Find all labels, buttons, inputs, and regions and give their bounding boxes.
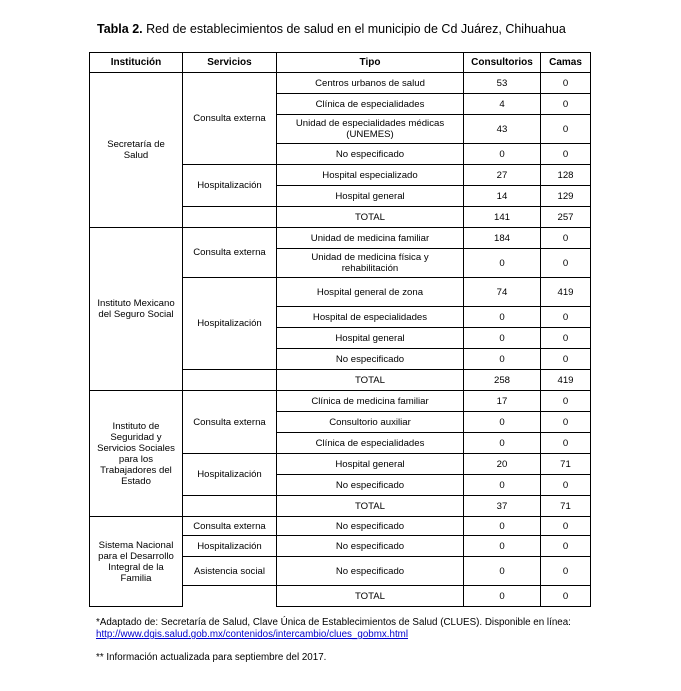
tipo-cell: Hospital de especialidades xyxy=(277,307,464,328)
camas-cell: 0 xyxy=(541,307,591,328)
camas-cell: 0 xyxy=(541,228,591,249)
header-camas: Camas xyxy=(541,53,591,73)
camas-cell: 0 xyxy=(541,412,591,433)
empty-cell xyxy=(183,586,277,607)
health-facilities-table xyxy=(89,52,591,607)
empty-cell xyxy=(183,207,277,228)
table-row xyxy=(90,73,591,94)
tipo-cell: No especificado xyxy=(277,475,464,496)
service-cell: Hospitalización xyxy=(183,536,277,557)
camas-cell: 0 xyxy=(541,557,591,586)
camas-cell: 0 xyxy=(541,349,591,370)
tipo-cell: Centros urbanos de salud xyxy=(277,73,464,94)
tipo-cell: Hospital general xyxy=(277,454,464,475)
consultorios-cell: 0 xyxy=(464,412,541,433)
service-cell: Hospitalización xyxy=(183,278,277,370)
consultorios-cell: 0 xyxy=(464,307,541,328)
tipo-cell: Hospital especializado xyxy=(277,165,464,186)
table-row xyxy=(90,517,591,536)
service-cell: Consulta externa xyxy=(183,391,277,454)
institution-cell: Secretaría de Salud xyxy=(90,73,183,228)
camas-cell: 71 xyxy=(541,454,591,475)
consultorios-cell: 20 xyxy=(464,454,541,475)
consultorios-cell: 74 xyxy=(464,278,541,307)
institution-cell: Sistema Nacional para el Desarrollo Integral de la Familia xyxy=(90,517,183,607)
service-cell: Consulta externa xyxy=(183,517,277,536)
total-camas: 419 xyxy=(541,370,591,391)
consultorios-cell: 43 xyxy=(464,115,541,144)
service-cell: Hospitalización xyxy=(183,454,277,496)
table-notes xyxy=(96,617,602,664)
camas-cell: 0 xyxy=(541,433,591,454)
institution-cell: Instituto Mexicano del Seguro Social xyxy=(90,228,183,391)
consultorios-cell: 53 xyxy=(464,73,541,94)
camas-cell: 0 xyxy=(541,328,591,349)
tipo-cell: No especificado xyxy=(277,517,464,536)
camas-cell: 0 xyxy=(541,73,591,94)
camas-cell: 128 xyxy=(541,165,591,186)
table-caption xyxy=(97,22,566,36)
total-consultorios: 141 xyxy=(464,207,541,228)
source-note: *Adaptado de: Secretaría de Salud, Clave Única de Establecimientos de Salud (CLUES). Disponible en línea: xyxy=(96,617,571,628)
total-consultorios: 258 xyxy=(464,370,541,391)
institution-cell: Instituto de Seguridad y Servicios Sociales para los Trabajadores del Estado xyxy=(90,391,183,517)
clues-link[interactable]: http://www.dgis.salud.gob.mx/contenidos/intercambio/clues_gobmx.html xyxy=(96,629,409,640)
header-tipo: Tipo xyxy=(277,53,464,73)
service-cell: Asistencia social xyxy=(183,557,277,586)
total-consultorios: 0 xyxy=(464,586,541,607)
camas-cell: 0 xyxy=(541,536,591,557)
total-label: TOTAL xyxy=(277,207,464,228)
tipo-cell: Hospital general de zona xyxy=(277,278,464,307)
consultorios-cell: 0 xyxy=(464,475,541,496)
consultorios-cell: 27 xyxy=(464,165,541,186)
total-label: TOTAL xyxy=(277,586,464,607)
total-camas: 257 xyxy=(541,207,591,228)
tipo-cell: Unidad de medicina física y rehabilitación xyxy=(277,249,464,278)
update-note: ** Información actualizada para septiembre del 2017. xyxy=(96,652,327,663)
table-caption-text: Red de establecimientos de salud en el municipio de Cd Juárez, Chihuahua xyxy=(142,22,566,36)
camas-cell: 0 xyxy=(541,475,591,496)
total-camas: 71 xyxy=(541,496,591,517)
total-camas: 0 xyxy=(541,586,591,607)
consultorios-cell: 0 xyxy=(464,517,541,536)
tipo-cell: No especificado xyxy=(277,144,464,165)
camas-cell: 0 xyxy=(541,391,591,412)
header-consultorios: Consultorios xyxy=(464,53,541,73)
empty-cell xyxy=(183,370,277,391)
consultorios-cell: 14 xyxy=(464,186,541,207)
tipo-cell: Hospital general xyxy=(277,328,464,349)
total-consultorios: 37 xyxy=(464,496,541,517)
camas-cell: 0 xyxy=(541,144,591,165)
consultorios-cell: 0 xyxy=(464,536,541,557)
tipo-cell: No especificado xyxy=(277,536,464,557)
table-caption-label: Tabla 2. xyxy=(97,22,143,36)
tipo-cell: No especificado xyxy=(277,349,464,370)
tipo-cell: Unidad de medicina familiar xyxy=(277,228,464,249)
table-header-row xyxy=(90,53,591,73)
camas-cell: 129 xyxy=(541,186,591,207)
camas-cell: 419 xyxy=(541,278,591,307)
total-label: TOTAL xyxy=(277,496,464,517)
tipo-cell: Unidad de especialidades médicas (UNEMES) xyxy=(277,115,464,144)
service-cell: Consulta externa xyxy=(183,228,277,278)
camas-cell: 0 xyxy=(541,517,591,536)
empty-cell xyxy=(183,496,277,517)
consultorios-cell: 0 xyxy=(464,557,541,586)
tipo-cell: No especificado xyxy=(277,557,464,586)
tipo-cell: Clínica de medicina familiar xyxy=(277,391,464,412)
header-servicios: Servicios xyxy=(183,53,277,73)
consultorios-cell: 17 xyxy=(464,391,541,412)
consultorios-cell: 0 xyxy=(464,249,541,278)
tipo-cell: Hospital general xyxy=(277,186,464,207)
tipo-cell: Clínica de especialidades xyxy=(277,433,464,454)
tipo-cell: Clínica de especialidades xyxy=(277,94,464,115)
table-row xyxy=(90,391,591,412)
camas-cell: 0 xyxy=(541,94,591,115)
consultorios-cell: 0 xyxy=(464,328,541,349)
total-label: TOTAL xyxy=(277,370,464,391)
consultorios-cell: 184 xyxy=(464,228,541,249)
service-cell: Consulta externa xyxy=(183,73,277,165)
camas-cell: 0 xyxy=(541,249,591,278)
header-institucion: Institución xyxy=(90,53,183,73)
table-row xyxy=(90,228,591,249)
tipo-cell: Consultorio auxiliar xyxy=(277,412,464,433)
consultorios-cell: 0 xyxy=(464,433,541,454)
service-cell: Hospitalización xyxy=(183,165,277,207)
consultorios-cell: 4 xyxy=(464,94,541,115)
consultorios-cell: 0 xyxy=(464,144,541,165)
camas-cell: 0 xyxy=(541,115,591,144)
consultorios-cell: 0 xyxy=(464,349,541,370)
